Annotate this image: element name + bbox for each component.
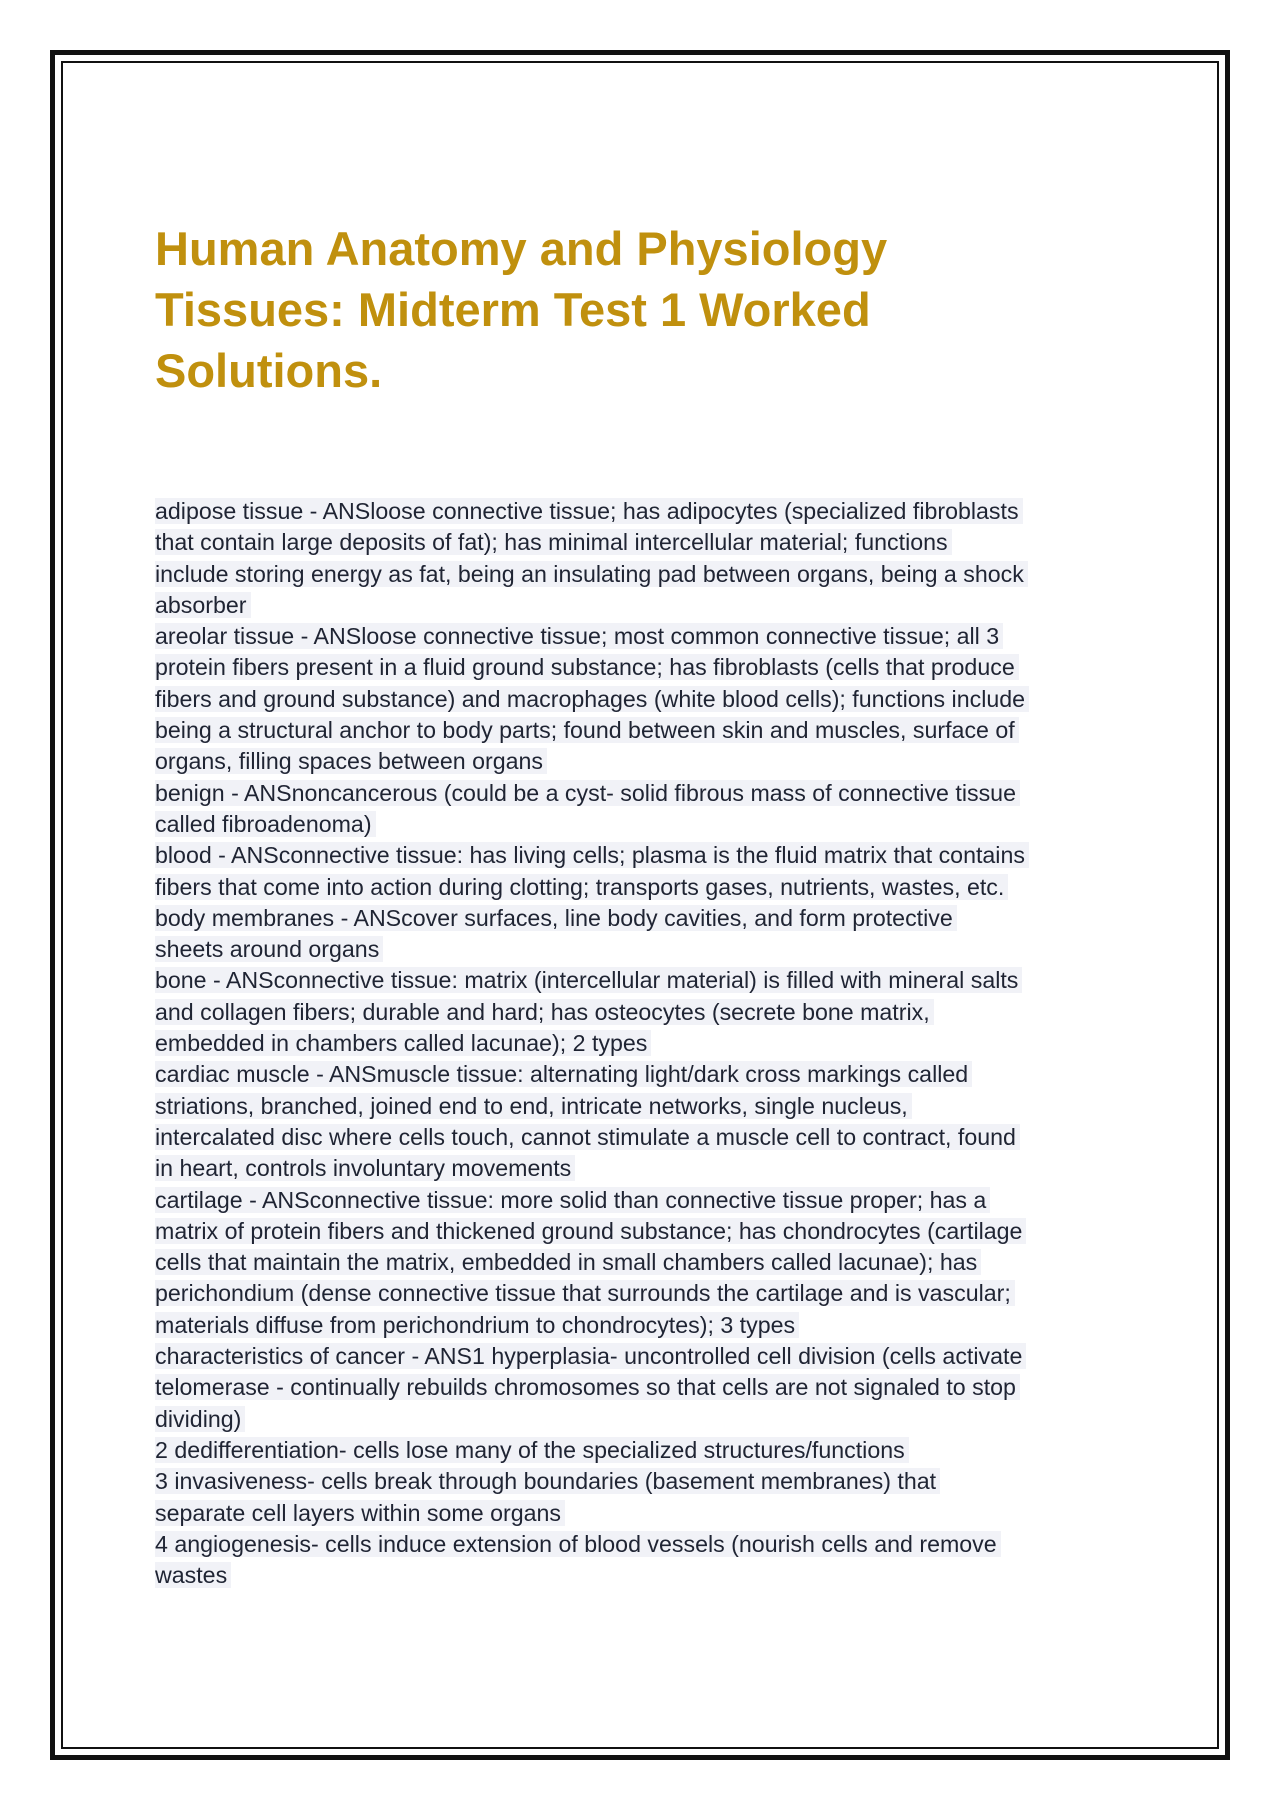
body-text: protein fibers present in a fluid ground substance; has fibroblasts (cells that produce (155, 654, 1019, 680)
body-text-line (155, 809, 1155, 840)
body-text-line (155, 1404, 1155, 1435)
body-text-line (155, 1560, 1155, 1591)
body-text-line (155, 652, 1155, 683)
body-text-line (155, 621, 1155, 652)
body-text: absorber (155, 592, 251, 618)
body-text-line (155, 903, 1155, 934)
body-text: perichondium (dense connective tissue that surrounds the cartilage and is vascular; (155, 1280, 1015, 1306)
body-text-line (155, 1216, 1155, 1247)
body-text-line (155, 1435, 1155, 1466)
body-text-line (155, 872, 1155, 903)
body-text: sheets around organs (155, 936, 383, 962)
body-text: 2 dedifferentiation- cells lose many of the specialized structures/functions (155, 1437, 909, 1463)
body-text-line (155, 527, 1155, 558)
body-text: matrix of protein fibers and thickened ground substance; has chondrocytes (cartilage (155, 1218, 1026, 1244)
body-text-line (155, 1153, 1155, 1184)
title-line: Solutions. (155, 344, 383, 397)
body-text-line (155, 1466, 1155, 1497)
body-text: blood - ANSconnective tissue: has living cells; plasma is the fluid matrix that contains (155, 842, 1029, 868)
body-text: wastes (155, 1562, 231, 1588)
body-text-line (155, 1122, 1155, 1153)
body-text: adipose tissue - ANSloose connective tissue; has adipocytes (specialized fibroblasts (155, 498, 1023, 524)
body-text-line (155, 1278, 1155, 1309)
body-text: cartilage - ANSconnective tissue: more solid than connective tissue proper; has a (155, 1187, 990, 1213)
body-text: body membranes - ANScover surfaces, line body cavities, and form protective (155, 905, 957, 931)
body-text-line (155, 684, 1155, 715)
title-line: Tissues: Midterm Test 1 Worked (155, 283, 871, 336)
document-title (155, 218, 1055, 401)
body-text: fibers that come into action during clotting; transports gases, nutrients, wastes, etc. (155, 874, 1008, 900)
body-text-line (155, 590, 1155, 621)
body-text: embedded in chambers called lacunae); 2 types (155, 1030, 651, 1056)
body-text-line (155, 1529, 1155, 1560)
document-body (155, 496, 1155, 1591)
body-text-line (155, 1498, 1155, 1529)
body-text-line (155, 1372, 1155, 1403)
body-text: cells that maintain the matrix, embedded in small chambers called lacunae); has (155, 1249, 981, 1275)
title-line: Human Anatomy and Physiology (155, 222, 888, 275)
body-text: telomerase - continually rebuilds chromosomes so that cells are not signaled to stop (155, 1374, 1020, 1400)
body-text: include storing energy as fat, being an insulating pad between organs, being a shock (155, 561, 1028, 587)
body-text: dividing) (155, 1406, 245, 1432)
body-text: fibers and ground substance) and macrophages (white blood cells); functions include (155, 686, 1029, 712)
body-text-line (155, 559, 1155, 590)
body-text-line (155, 1310, 1155, 1341)
body-text: organs, filling spaces between organs (155, 748, 547, 774)
body-text: materials diffuse from perichondrium to chondrocytes); 3 types (155, 1312, 799, 1338)
body-text-line (155, 965, 1155, 996)
body-text-line (155, 1091, 1155, 1122)
body-text-line (155, 934, 1155, 965)
body-text: being a structural anchor to body parts; found between skin and muscles, surface of (155, 717, 1019, 743)
body-text-line (155, 746, 1155, 777)
body-text-line (155, 1059, 1155, 1090)
body-text: cardiac muscle - ANSmuscle tissue: alternating light/dark cross markings called (155, 1061, 972, 1087)
body-text: benign - ANSnoncancerous (could be a cyst- solid fibrous mass of connective tissue (155, 780, 1020, 806)
body-text: separate cell layers within some organs (155, 1500, 565, 1526)
body-text-line (155, 1185, 1155, 1216)
body-text-line (155, 997, 1155, 1028)
body-text: called fibroadenoma) (155, 811, 376, 837)
body-text-line (155, 715, 1155, 746)
body-text-line (155, 778, 1155, 809)
body-text: areolar tissue - ANSloose connective tissue; most common connective tissue; all 3 (155, 623, 1003, 649)
body-text: 3 invasiveness- cells break through boundaries (basement membranes) that (155, 1468, 940, 1494)
body-text-line (155, 840, 1155, 871)
body-text: characteristics of cancer - ANS1 hyperplasia- uncontrolled cell division (cells activate (155, 1343, 1026, 1369)
body-text-line (155, 1247, 1155, 1278)
body-text: intercalated disc where cells touch, cannot stimulate a muscle cell to contract, found (155, 1124, 1020, 1150)
body-text-line (155, 1341, 1155, 1372)
body-text: in heart, controls involuntary movements (155, 1155, 575, 1181)
body-text: 4 angiogenesis- cells induce extension of blood vessels (nourish cells and remove (155, 1531, 1001, 1557)
body-text: bone - ANSconnective tissue: matrix (intercellular material) is filled with mineral salts (155, 967, 1022, 993)
body-text-line (155, 1028, 1155, 1059)
body-text: and collagen fibers; durable and hard; has osteocytes (secrete bone matrix, (155, 999, 934, 1025)
body-text: striations, branched, joined end to end, intricate networks, single nucleus, (155, 1093, 912, 1119)
body-text-line (155, 496, 1155, 527)
body-text: that contain large deposits of fat); has minimal intercellular material; functions (155, 529, 952, 555)
